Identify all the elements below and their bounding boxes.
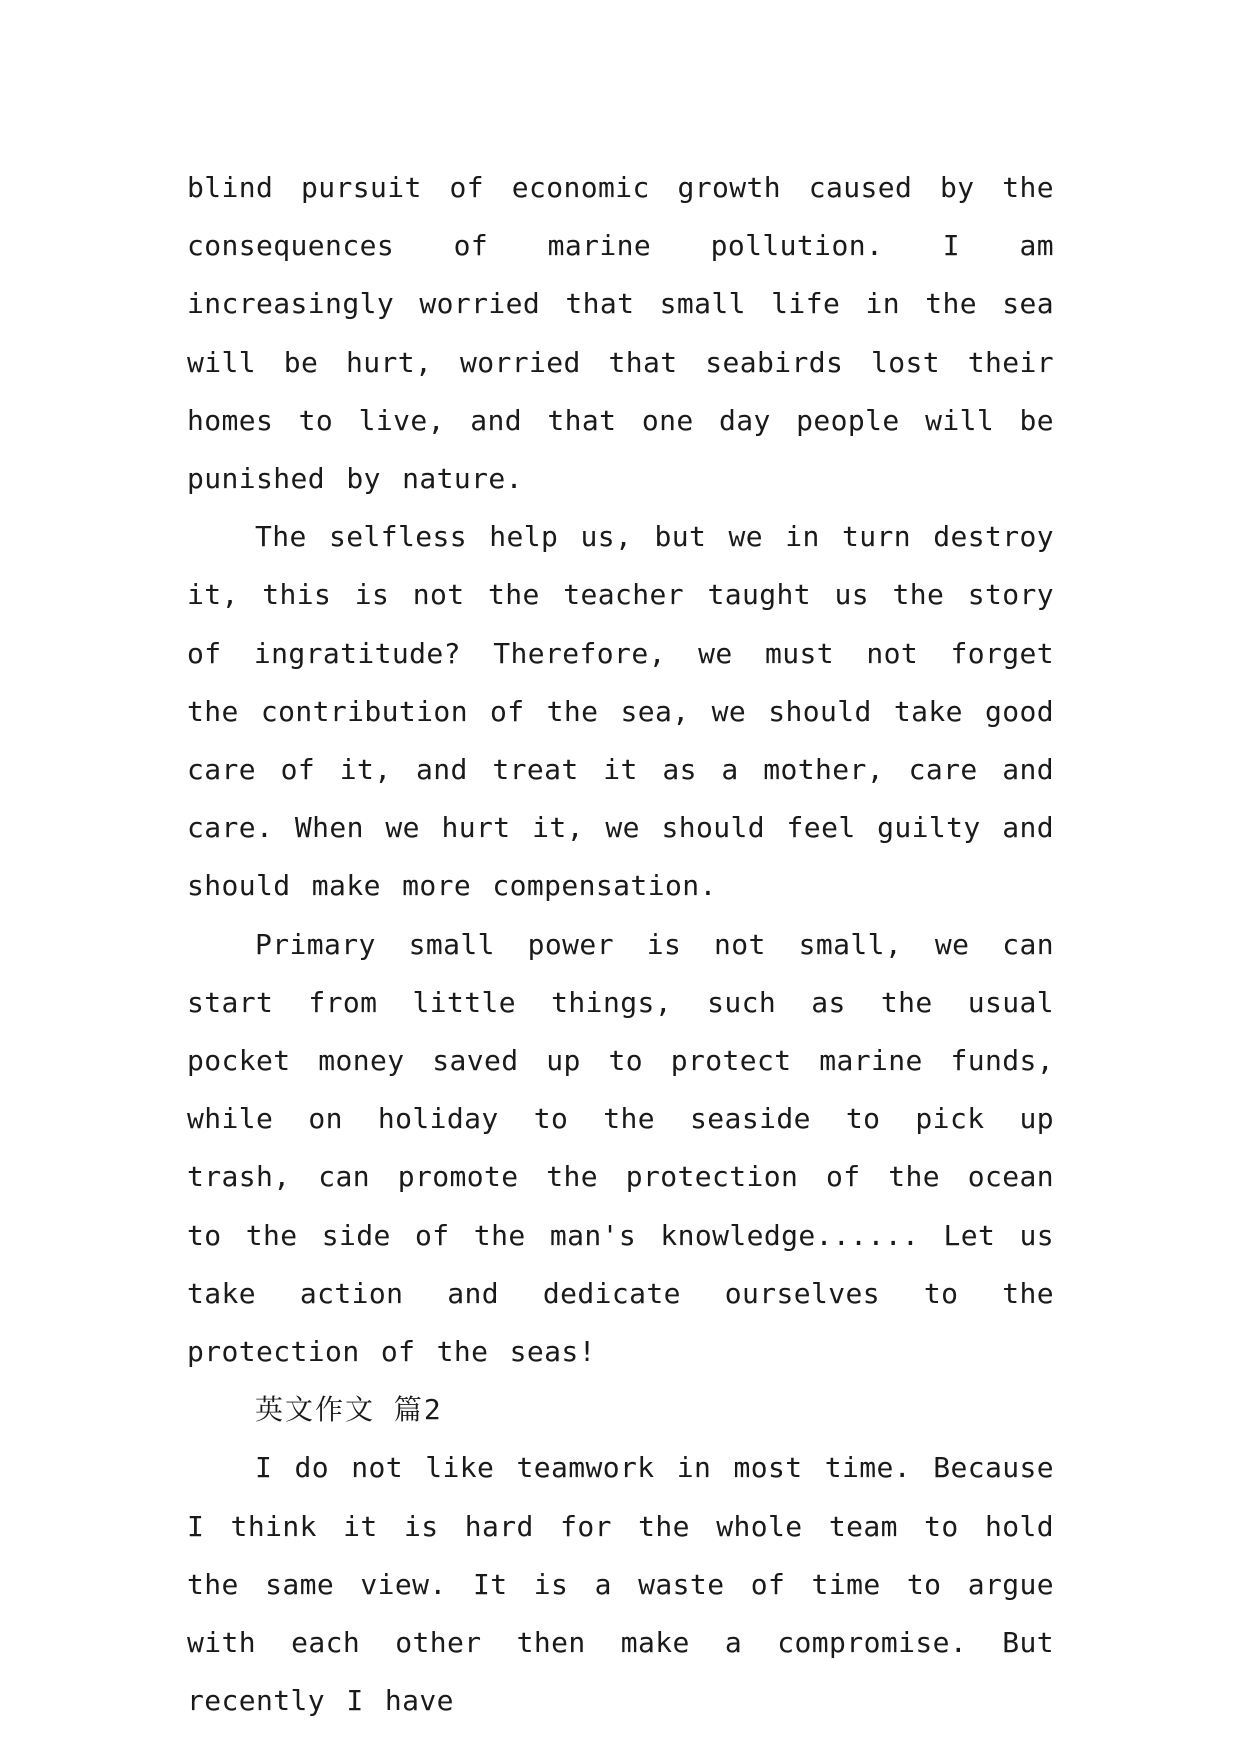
section-heading: 英文作文 篇2 bbox=[255, 1393, 443, 1427]
document-page bbox=[187, 159, 1054, 1730]
paragraph-small-power: Primary small power is not small, we can start from little things, such as the usual pocket money saved up to protect marine funds, while on holiday to the seaside to pick up trash, can promote the protection of the ocean to the side of the man's knowledge...... Let us take action and dedicate ourselves to the protection of the seas! bbox=[187, 927, 1054, 1369]
paragraph-teamwork: I do not like teamwork in most time. Because I think it is hard for the whole team to hold the same view. It is a waste of time to argue with each other then make a compromise. But recently I have bbox=[187, 1451, 1054, 1718]
paragraph-marine-pollution: blind pursuit of economic growth caused by the consequences of marine pollution. I am increasingly worried that small life in the sea will be hurt, worried that seabirds lost their homes to live, and that one day people will be punished by nature. bbox=[187, 171, 1054, 496]
paragraph-ingratitude: The selfless help us, but we in turn destroy it, this is not the teacher taught us the story of ingratitude? Therefore, we must not forget the contribution of the sea, we should take good care of it, and treat it as a mother, care and care. When we hurt it, we should feel guilty and should make more compensation. bbox=[187, 520, 1054, 903]
